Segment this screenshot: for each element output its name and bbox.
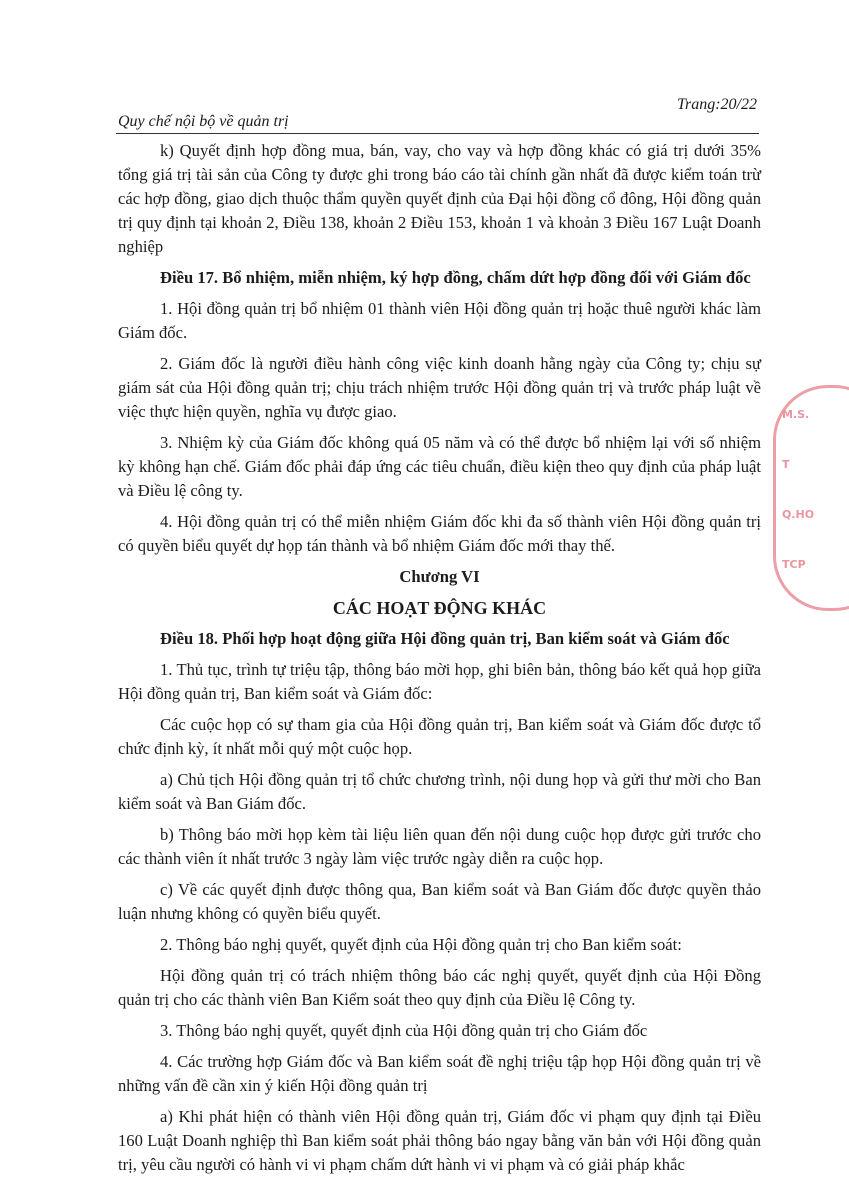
article-18-heading: Điều 18. Phối hợp hoạt động giữa Hội đồng quản trị, Ban kiểm soát và Giám đốc xyxy=(160,629,730,648)
article-17-clause-4: 4. Hội đồng quản trị có thể miễn nhiệm Giám đốc khi đa số thành viên Hội đồng quản trị có quyền biểu quyết dự họp tán thành và bổ nhiệm Giám đốc mới thay thế. xyxy=(118,512,761,555)
header-rule xyxy=(116,133,759,134)
article-18-clause-4: 4. Các trường hợp Giám đốc và Ban kiểm soát đề nghị triệu tập họp Hội đồng quản trị về những vấn đề cần xin ý kiến Hội đồng quản trị xyxy=(118,1052,761,1095)
document-body xyxy=(118,139,761,1184)
company-seal-stamp: M.S. T Q.HO TCP xyxy=(773,385,849,611)
paragraph-k: k) Quyết định hợp đồng mua, bán, vay, cho vay và hợp đồng khác có giá trị dưới 35% tổng giá trị tài sản của Công ty được ghi trong báo cáo tài chính gần nhất đã được kiểm toán trừ các hợp đồng, giao dịch thuộc thẩm quyền quyết định của Đại hội đồng cổ đông, Hội đồng quản trị quy định tại khoản 2, Điều 138, khoản 2 Điều 153, khoản 1 và khoản 3 Điều 167 Luật Doanh nghiệp xyxy=(118,141,761,256)
article-18-item-a: a) Chủ tịch Hội đồng quản trị tổ chức chương trình, nội dung họp và gửi thư mời cho Ban kiểm soát và Ban Giám đốc. xyxy=(118,770,761,813)
article-17-clause-2: 2. Giám đốc là người điều hành công việc kinh doanh hằng ngày của Công ty; chịu sự giám sát của Hội đồng quản trị; chịu trách nhiệm trước Hội đồng quản trị và trước pháp luật về việc thực hiện quyền, nghĩa vụ được giao. xyxy=(118,354,761,421)
chapter-number: Chương VI xyxy=(399,567,480,586)
article-17-clause-1: 1. Hội đồng quản trị bổ nhiệm 01 thành viên Hội đồng quản trị hoặc thuê người khác làm Giám đốc. xyxy=(118,299,761,342)
article-18-clause-2-body: Hội đồng quản trị có trách nhiệm thông báo các nghị quyết, quyết định của Hội Đồng quản trị cho các thành viên Ban Kiểm soát theo quy định của Điều lệ Công ty. xyxy=(118,966,761,1009)
article-17-clause-3: 3. Nhiệm kỳ của Giám đốc không quá 05 năm và có thể được bổ nhiệm lại với số nhiệm kỳ không hạn chế. Giám đốc phải đáp ứng các tiêu chuẩn, điều kiện theo quy định của pháp luật và Điều lệ công ty. xyxy=(118,433,761,500)
article-18-clause-1: 1. Thủ tục, trình tự triệu tập, thông báo mời họp, ghi biên bản, thông báo kết quả họp giữa Hội đồng quản trị, Ban kiểm soát và Giám đốc: xyxy=(118,660,761,703)
article-18-item-c: c) Về các quyết định được thông qua, Ban kiểm soát và Ban Giám đốc được quyền thảo luận nhưng không có quyền biểu quyết. xyxy=(118,880,761,923)
article-18-clause-3: 3. Thông báo nghị quyết, quyết định của Hội đồng quản trị cho Giám đốc xyxy=(160,1021,648,1040)
article-18-clause-4-item-a: a) Khi phát hiện có thành viên Hội đồng quản trị, Giám đốc vi phạm quy định tại Điều 160 Luật Doanh nghiệp thì Ban kiểm soát phải thông báo ngay bằng văn bản với Hội đồng quản trị, yêu cầu người có hành vi vi phạm chấm dứt hành vi vi phạm và có giải pháp khắc xyxy=(118,1107,761,1174)
article-18-meetings: Các cuộc họp có sự tham gia của Hội đồng quản trị, Ban kiểm soát và Giám đốc được tổ chức định kỳ, ít nhất mỗi quý một cuộc họp. xyxy=(118,715,761,758)
article-17-heading: Điều 17. Bổ nhiệm, miễn nhiệm, ký hợp đồng, chấm dứt hợp đồng đối với Giám đốc xyxy=(160,268,751,287)
article-18-item-b: b) Thông báo mời họp kèm tài liệu liên quan đến nội dung cuộc họp được gửi trước cho các thành viên ít nhất trước 3 ngày làm việc trước ngày diễn ra cuộc họp. xyxy=(118,825,761,868)
chapter-title: CÁC HOẠT ĐỘNG KHÁC xyxy=(332,598,547,618)
page-number: Trang:20/22 xyxy=(676,96,757,113)
article-18-clause-2: 2. Thông báo nghị quyết, quyết định của Hội đồng quản trị cho Ban kiểm soát: xyxy=(160,935,682,954)
running-title: Quy chế nội bộ về quản trị xyxy=(118,113,289,130)
